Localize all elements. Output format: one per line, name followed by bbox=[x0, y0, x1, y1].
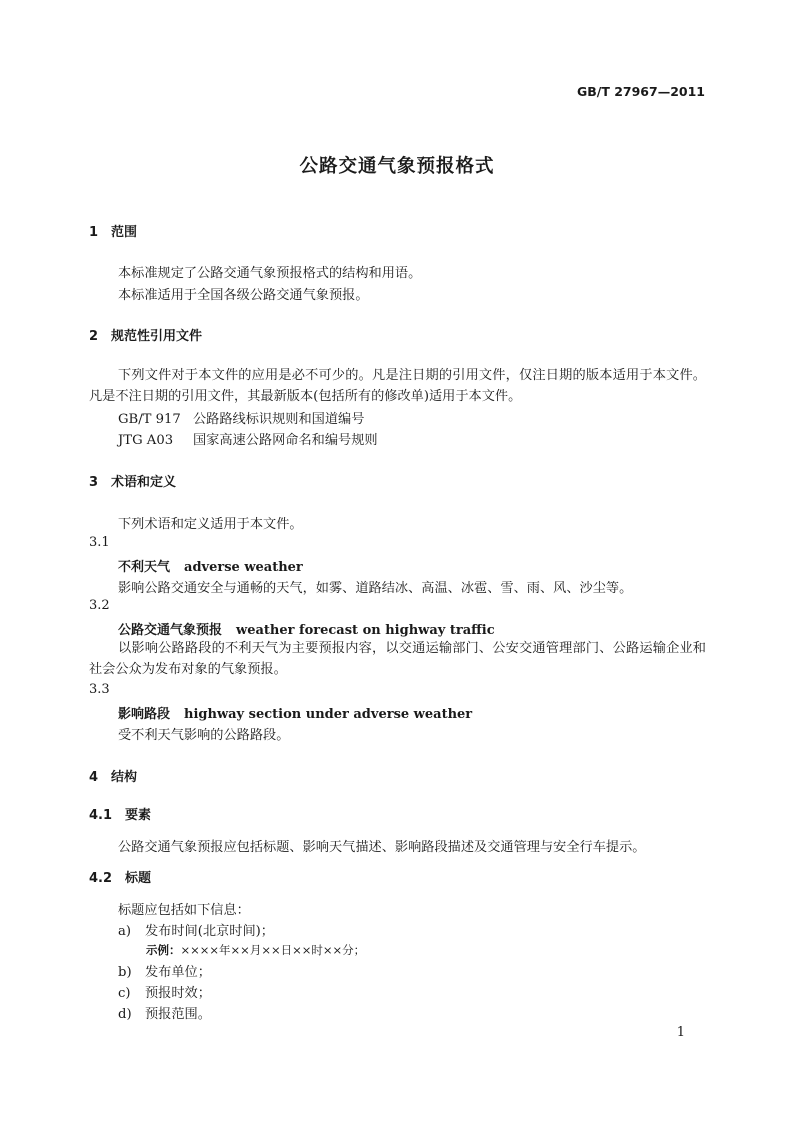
list-text: 发布单位； bbox=[145, 965, 211, 980]
term-zh: 公路交通气象预报 bbox=[118, 623, 223, 638]
list-item bbox=[118, 982, 211, 1001]
list-marker: c) bbox=[118, 986, 131, 1001]
reference-title: 公路路线标识规则和国道编号 bbox=[193, 412, 365, 427]
term-definition: 以影响公路路段的不利天气为主要预报内容，以交通运输部门、公安交通管理部门、公路运输企业和社会公众为发布对象的气象预报。 bbox=[89, 641, 706, 677]
reference-code: GB/T 917 bbox=[118, 412, 181, 427]
paragraph: 标题应包括如下信息： bbox=[118, 903, 250, 918]
list-marker: a) bbox=[118, 924, 132, 939]
term-definition: 受不利天气影响的公路路段。 bbox=[118, 728, 290, 743]
list-marker: b) bbox=[118, 965, 132, 980]
subsection-4-2-heading bbox=[89, 867, 151, 886]
subsection-4-1-heading bbox=[89, 804, 151, 823]
term-entry bbox=[118, 556, 303, 575]
example bbox=[146, 942, 365, 958]
paragraph: 下列术语和定义适用于本文件。 bbox=[118, 517, 303, 532]
paragraph: 本标准适用于全国各级公路交通气象预报。 bbox=[118, 288, 369, 303]
subsection-number: 4.1 bbox=[89, 808, 113, 823]
section-title: 规范性引用文件 bbox=[111, 329, 203, 344]
term-number: 3.2 bbox=[89, 598, 110, 613]
section-title: 结构 bbox=[111, 770, 138, 785]
example-text: ××××年××月××日××时××分； bbox=[180, 943, 366, 957]
list-text: 预报范围。 bbox=[145, 1007, 211, 1022]
subsection-title: 要素 bbox=[125, 808, 152, 823]
paragraph: 本标准规定了公路交通气象预报格式的结构和用语。 bbox=[118, 266, 422, 281]
subsection-title: 标题 bbox=[125, 871, 152, 886]
page-number: 1 bbox=[676, 1025, 685, 1040]
section-number: 3 bbox=[89, 475, 99, 490]
term-definition: 影响公路交通安全与通畅的天气，如雾、道路结冰、高温、冰雹、雪、雨、风、沙尘等。 bbox=[118, 581, 633, 596]
term-en: weather forecast on highway traffic bbox=[236, 623, 495, 638]
list-marker: d) bbox=[118, 1007, 132, 1022]
term-zh: 不利天气 bbox=[118, 560, 171, 575]
term-en: adverse weather bbox=[184, 560, 303, 575]
section-title: 术语和定义 bbox=[111, 475, 177, 490]
section-number: 4 bbox=[89, 770, 99, 785]
subsection-number: 4.2 bbox=[89, 871, 113, 886]
example-label: 示例： bbox=[146, 943, 181, 957]
list-item bbox=[118, 1003, 211, 1022]
term-en: highway section under adverse weather bbox=[184, 707, 473, 722]
list-item bbox=[118, 961, 211, 980]
section-3-heading bbox=[89, 471, 176, 490]
section-title: 范围 bbox=[111, 225, 138, 240]
section-2-heading bbox=[89, 325, 202, 344]
section-number: 2 bbox=[89, 329, 99, 344]
reference-code: JTG A03 bbox=[118, 433, 174, 448]
section-1-heading bbox=[89, 221, 137, 240]
term-number: 3.1 bbox=[89, 535, 110, 550]
reference-title: 国家高速公路网命名和编号规则 bbox=[193, 433, 378, 448]
paragraph: 下列文件对于本文件的应用是必不可少的。凡是注日期的引用文件，仅注日期的版本适用于本文件。凡是不注日期的引用文件，其最新版本(包括所有的修改单)适用于本文件。 bbox=[89, 368, 706, 404]
paragraph: 公路交通气象预报应包括标题、影响天气描述、影响路段描述及交通管理与安全行车提示。 bbox=[118, 840, 646, 855]
list-text: 预报时效； bbox=[145, 986, 211, 1001]
normative-reference bbox=[118, 429, 378, 448]
term-number: 3.3 bbox=[89, 682, 110, 697]
term-entry bbox=[118, 619, 495, 638]
standard-number: GB/T 27967—2011 bbox=[576, 84, 705, 99]
list-item bbox=[118, 920, 274, 939]
document-title: 公路交通气象预报格式 bbox=[299, 156, 495, 177]
section-number: 1 bbox=[89, 225, 99, 240]
section-4-heading bbox=[89, 766, 137, 785]
normative-reference bbox=[118, 408, 364, 427]
term-entry bbox=[118, 703, 472, 722]
list-text: 发布时间(北京时间)； bbox=[145, 924, 274, 939]
term-zh: 影响路段 bbox=[118, 707, 171, 722]
